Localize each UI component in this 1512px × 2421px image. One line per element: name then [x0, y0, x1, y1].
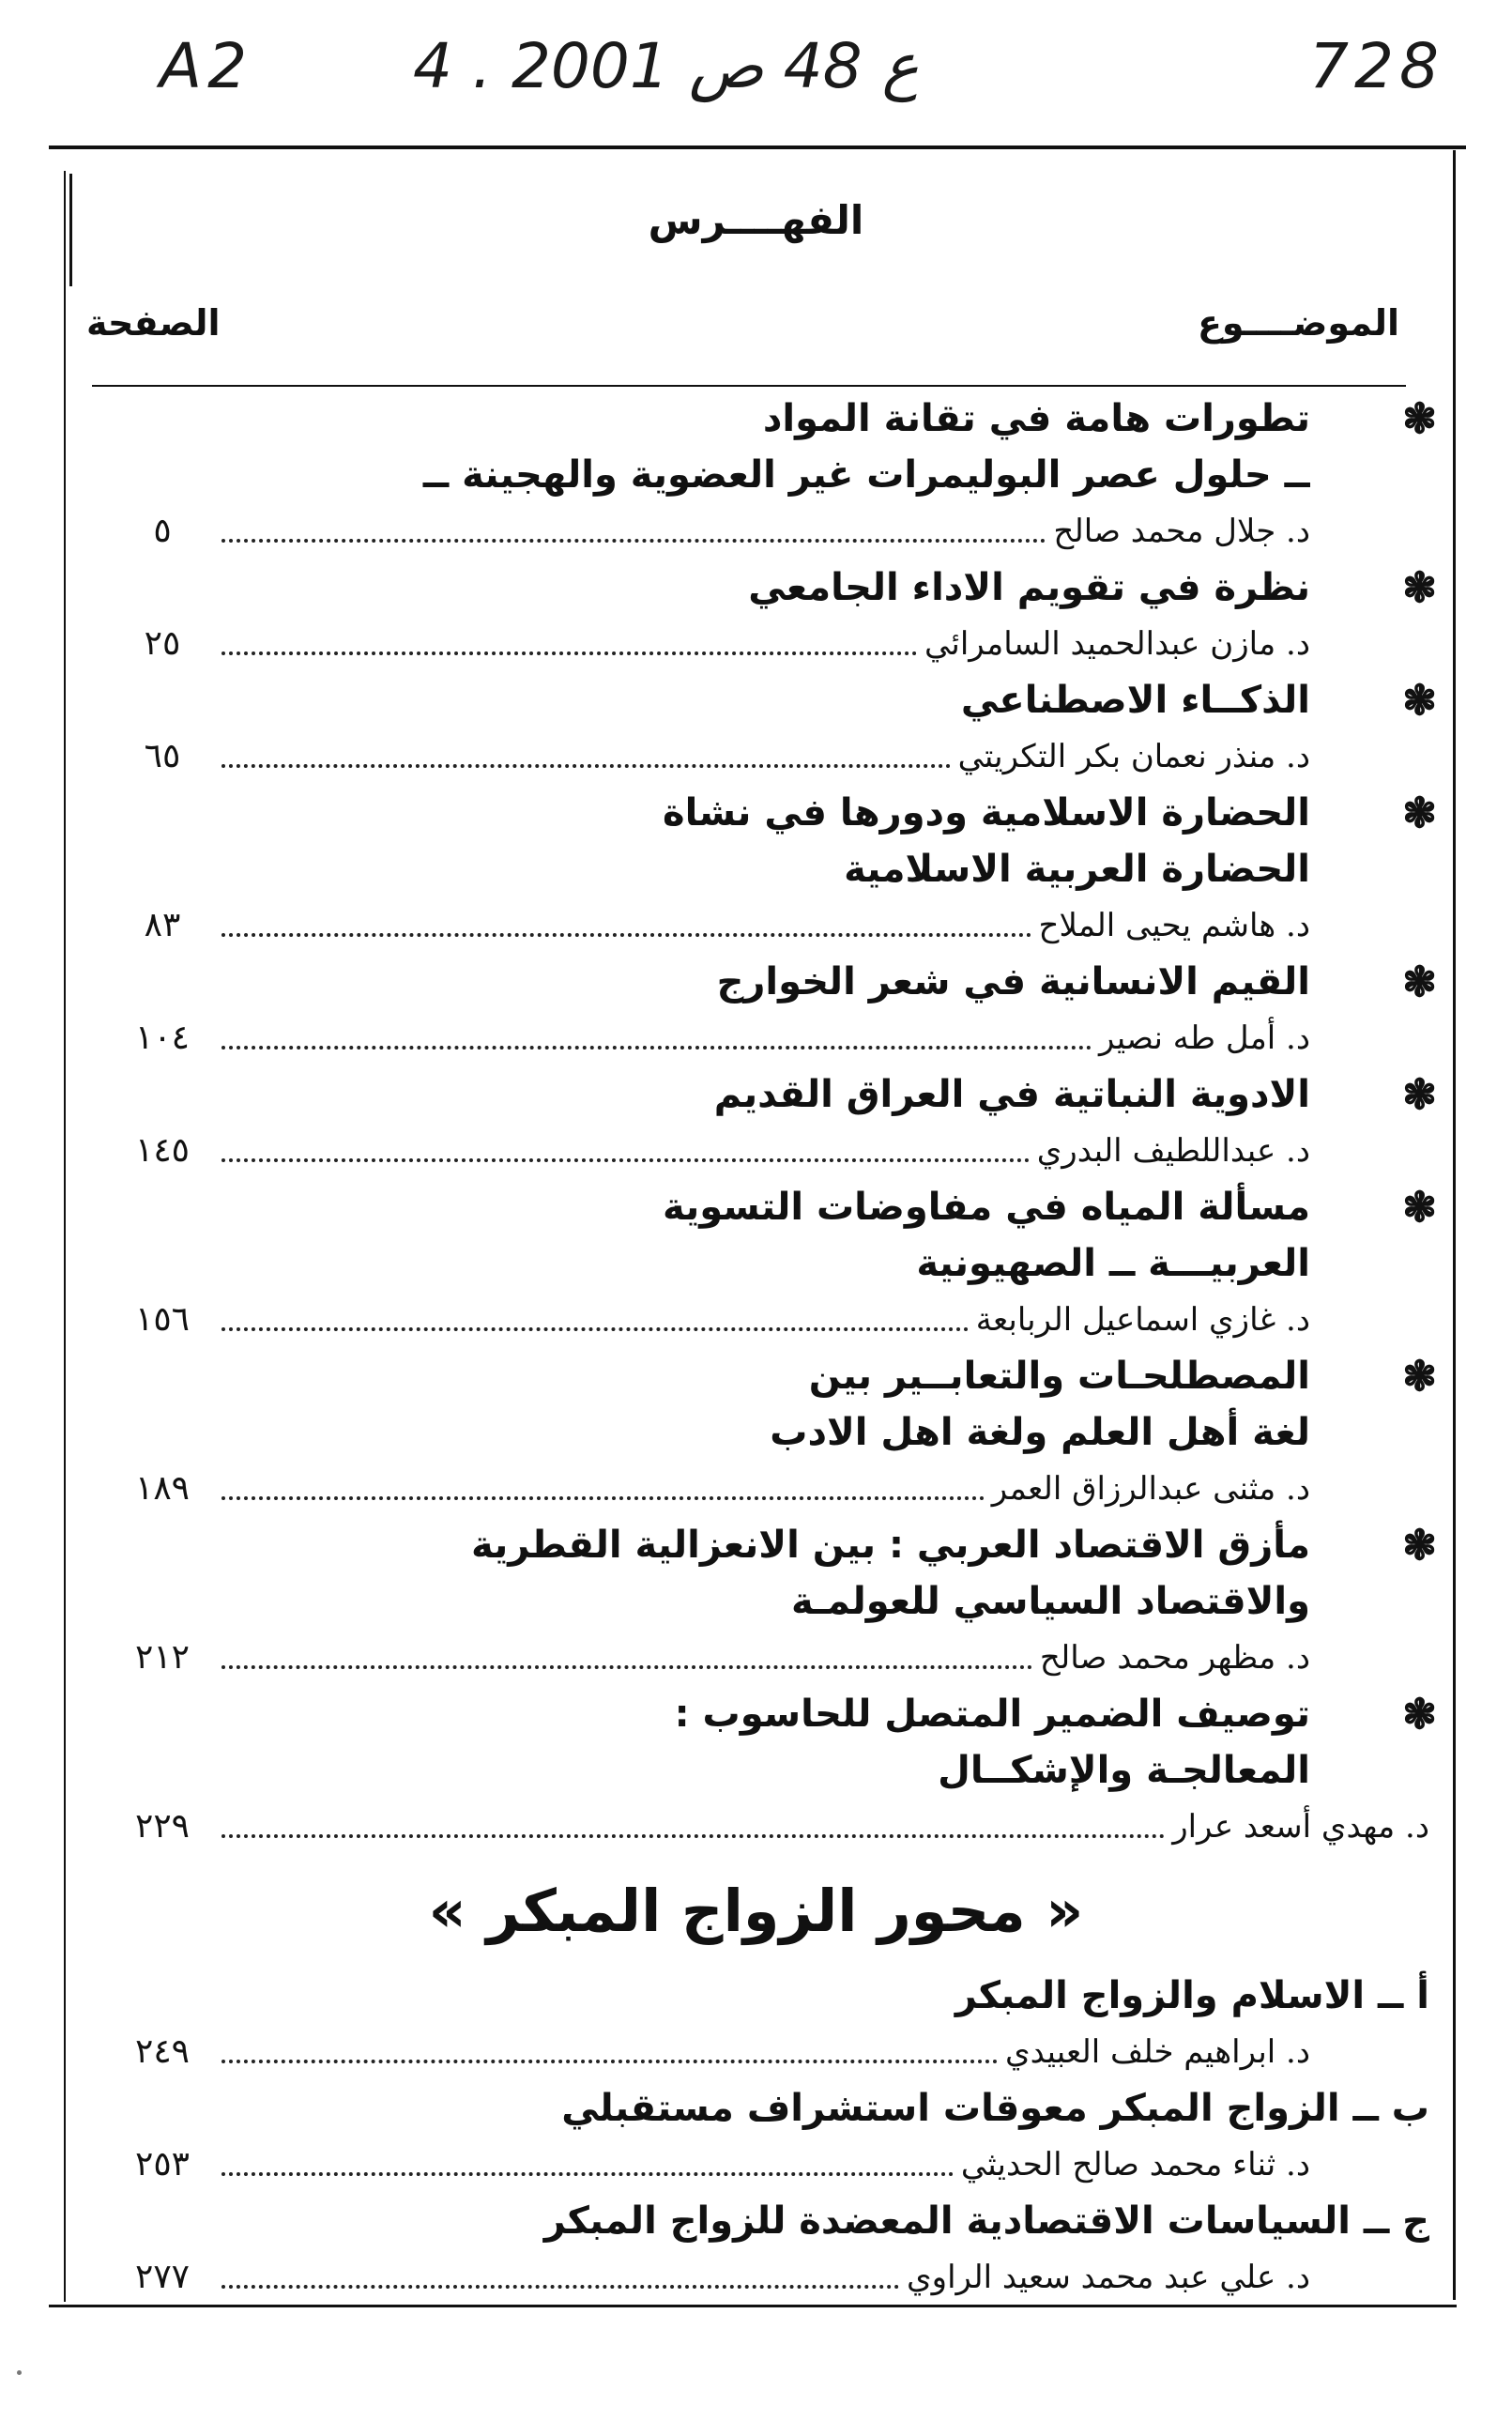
entry-author: د. عبداللطيف البدري [1036, 1132, 1310, 1170]
entry-title-line: تطورات هامة في تقانة المواد [762, 397, 1310, 440]
entry-author-row [111, 1292, 1310, 1348]
toc-entry [0, 391, 1512, 559]
toc-entry [0, 559, 1512, 672]
entry-author-row [111, 1630, 1310, 1686]
entry-author-row [111, 2137, 1310, 2193]
section-entry [0, 2193, 1512, 2306]
entry-title-line: مسألة المياه في مفاوضات التسوية [662, 1186, 1310, 1229]
entry-title-line: المصطلحـات والتعابــير بين [808, 1355, 1310, 1398]
toc-entry [0, 1066, 1512, 1179]
topic-column-header: الموضــــوع [1197, 302, 1399, 344]
section-heading: « محور الزواج المبكر » [428, 1877, 1084, 1945]
entry-page: ٢٧٧ [134, 2258, 190, 2296]
entry-page: ٢٤٩ [134, 2032, 190, 2071]
asterisk-icon: ❃ [1402, 789, 1437, 837]
entry-title-line: توصيف الضمير المتصل للحاسوب : [674, 1693, 1310, 1736]
entry-author: د. مظهر محمد صالح [1039, 1639, 1310, 1677]
dot-leader [221, 929, 1031, 937]
entry-title-line: لغة أهل العلم ولغة اهل الادب [770, 1411, 1310, 1454]
entry-author: د. ثناء محمد صالح الحديثي [960, 2146, 1310, 2183]
asterisk-icon: ❃ [1402, 1184, 1437, 1232]
entry-author: د. غازي اسماعيل الربابعة [975, 1301, 1310, 1339]
entry-page: ١٨٩ [134, 1469, 190, 1508]
entry-author-row [111, 503, 1310, 559]
entry-title-line: والاقتصاد السياسي للعولمـة [790, 1580, 1310, 1623]
entry-title-line: العربيـــة ــ الصهيونية [916, 1242, 1310, 1285]
page-title: الفهــــرس [648, 197, 864, 243]
dot-leader [221, 760, 951, 768]
entry-author-row [111, 1461, 1310, 1517]
toc-entry [0, 954, 1512, 1066]
entry-page: ١٠٤ [134, 1019, 190, 1057]
dot-leader [221, 1831, 1165, 1838]
entry-page: ٢٢٩ [134, 1807, 190, 1846]
entry-title-line: الحضارة العربية الاسلامية [844, 848, 1310, 891]
table-of-contents [0, 391, 1512, 2296]
asterisk-icon: ❃ [1402, 564, 1437, 612]
dot-leader [221, 2281, 899, 2289]
dot-leader [221, 1493, 985, 1500]
dot-leader [221, 1324, 969, 1331]
entry-page: ٢١٢ [134, 1638, 190, 1677]
page-column-header: الصفحة [86, 302, 221, 344]
entry-author: د. جلال محمد صالح [1053, 513, 1310, 550]
entry-title-line: القيم الانسانية في شعر الخوارج [716, 960, 1310, 1004]
dot-leader [221, 2168, 954, 2176]
entry-page: ٥ [153, 512, 172, 550]
entry-title-line: نظرة في تقويم الاداء الجامعي [748, 566, 1310, 609]
entry-author: د. هاشم يحيى الملاح [1038, 907, 1310, 944]
toc-entry [0, 1686, 1512, 1855]
dot-leader [221, 2056, 998, 2063]
entry-author: د. مهدي أسعد عرار [1172, 1808, 1429, 1846]
entry-page: ٦٥ [144, 737, 181, 775]
handwritten-issue: 4 . ع 48 ص 2001 [413, 30, 920, 102]
asterisk-icon: ❃ [1402, 1691, 1437, 1739]
dot-leader [221, 648, 917, 655]
handwritten-code: A2 [160, 30, 253, 102]
frame-top-rule [49, 146, 1466, 149]
entry-title-line: ــ حلول عصر البوليمرات غير العضوية والهجينة ــ [422, 453, 1310, 497]
entry-title-line: مأزق الاقتصاد العربي : بين الانعزالية القطرية [470, 1524, 1310, 1567]
header-rule [92, 385, 1406, 387]
entry-title-line: الادوية النباتية في العراق القديم [713, 1073, 1310, 1116]
entry-author-row [111, 897, 1310, 954]
entry-author: د. مازن عبدالحميد السامرائي [924, 625, 1310, 663]
entry-author-row [111, 1799, 1429, 1855]
entry-title-line: المعالجـة والإشكــال [938, 1749, 1310, 1792]
entry-page: ٢٥٣ [134, 2145, 190, 2183]
section-entry-title: أ ــ الاسلام والزواج المبكر [955, 1974, 1429, 2017]
toc-entry [0, 1179, 1512, 1348]
asterisk-icon: ❃ [1402, 1353, 1437, 1401]
entry-author: د. ابراهيم خلف العبيدي [1005, 2033, 1310, 2071]
entry-title-line: الحضارة الاسلامية ودورها في نشاة [663, 791, 1310, 835]
entry-title-line: الذكــاء الاصطناعي [960, 679, 1310, 722]
entry-author: د. علي عبد محمد سعيد الراوي [907, 2259, 1310, 2296]
entry-author: د. منذر نعمان بكر التكريتي [957, 738, 1310, 775]
dot-leader [221, 1155, 1030, 1162]
dot-leader [221, 535, 1046, 543]
asterisk-icon: ❃ [1402, 395, 1437, 443]
entry-author-row [111, 2249, 1310, 2306]
toc-entry [0, 785, 1512, 954]
section-entry-title: ج ــ السياسات الاقتصادية المعضدة للزواج المبكر [543, 2199, 1429, 2243]
section-entry [0, 1968, 1512, 2080]
entry-page: ١٤٥ [134, 1131, 190, 1170]
section-entry [0, 2080, 1512, 2193]
handwritten-annotation [0, 19, 1512, 122]
entry-author-row [111, 616, 1310, 672]
entry-author-row [111, 1010, 1310, 1066]
toc-entry [0, 1348, 1512, 1517]
dot-leader [221, 1662, 1032, 1669]
entry-page: ٨٣ [144, 906, 181, 944]
section-entry-title: ب ــ الزواج المبكر معوقات استشراف مستقبلي [561, 2087, 1429, 2130]
handwritten-number: 728 [1309, 30, 1444, 102]
entry-page: ٢٥ [144, 624, 181, 663]
entry-author: د. مثنى عبدالرزاق العمر [991, 1470, 1310, 1508]
asterisk-icon: ❃ [1402, 677, 1437, 725]
asterisk-icon: ❃ [1402, 1071, 1437, 1119]
entry-author-row [111, 2024, 1310, 2080]
toc-entry [0, 1517, 1512, 1686]
asterisk-icon: ❃ [1402, 958, 1437, 1006]
asterisk-icon: ❃ [1402, 1522, 1437, 1570]
scan-speck [17, 2370, 22, 2375]
entry-page: ١٥٦ [134, 1300, 190, 1339]
dot-leader [221, 1042, 1092, 1050]
entry-author: د. أمل طه نصير [1098, 1019, 1310, 1057]
entry-author-row [111, 728, 1310, 785]
entry-author-row [111, 1123, 1310, 1179]
toc-entry [0, 672, 1512, 785]
